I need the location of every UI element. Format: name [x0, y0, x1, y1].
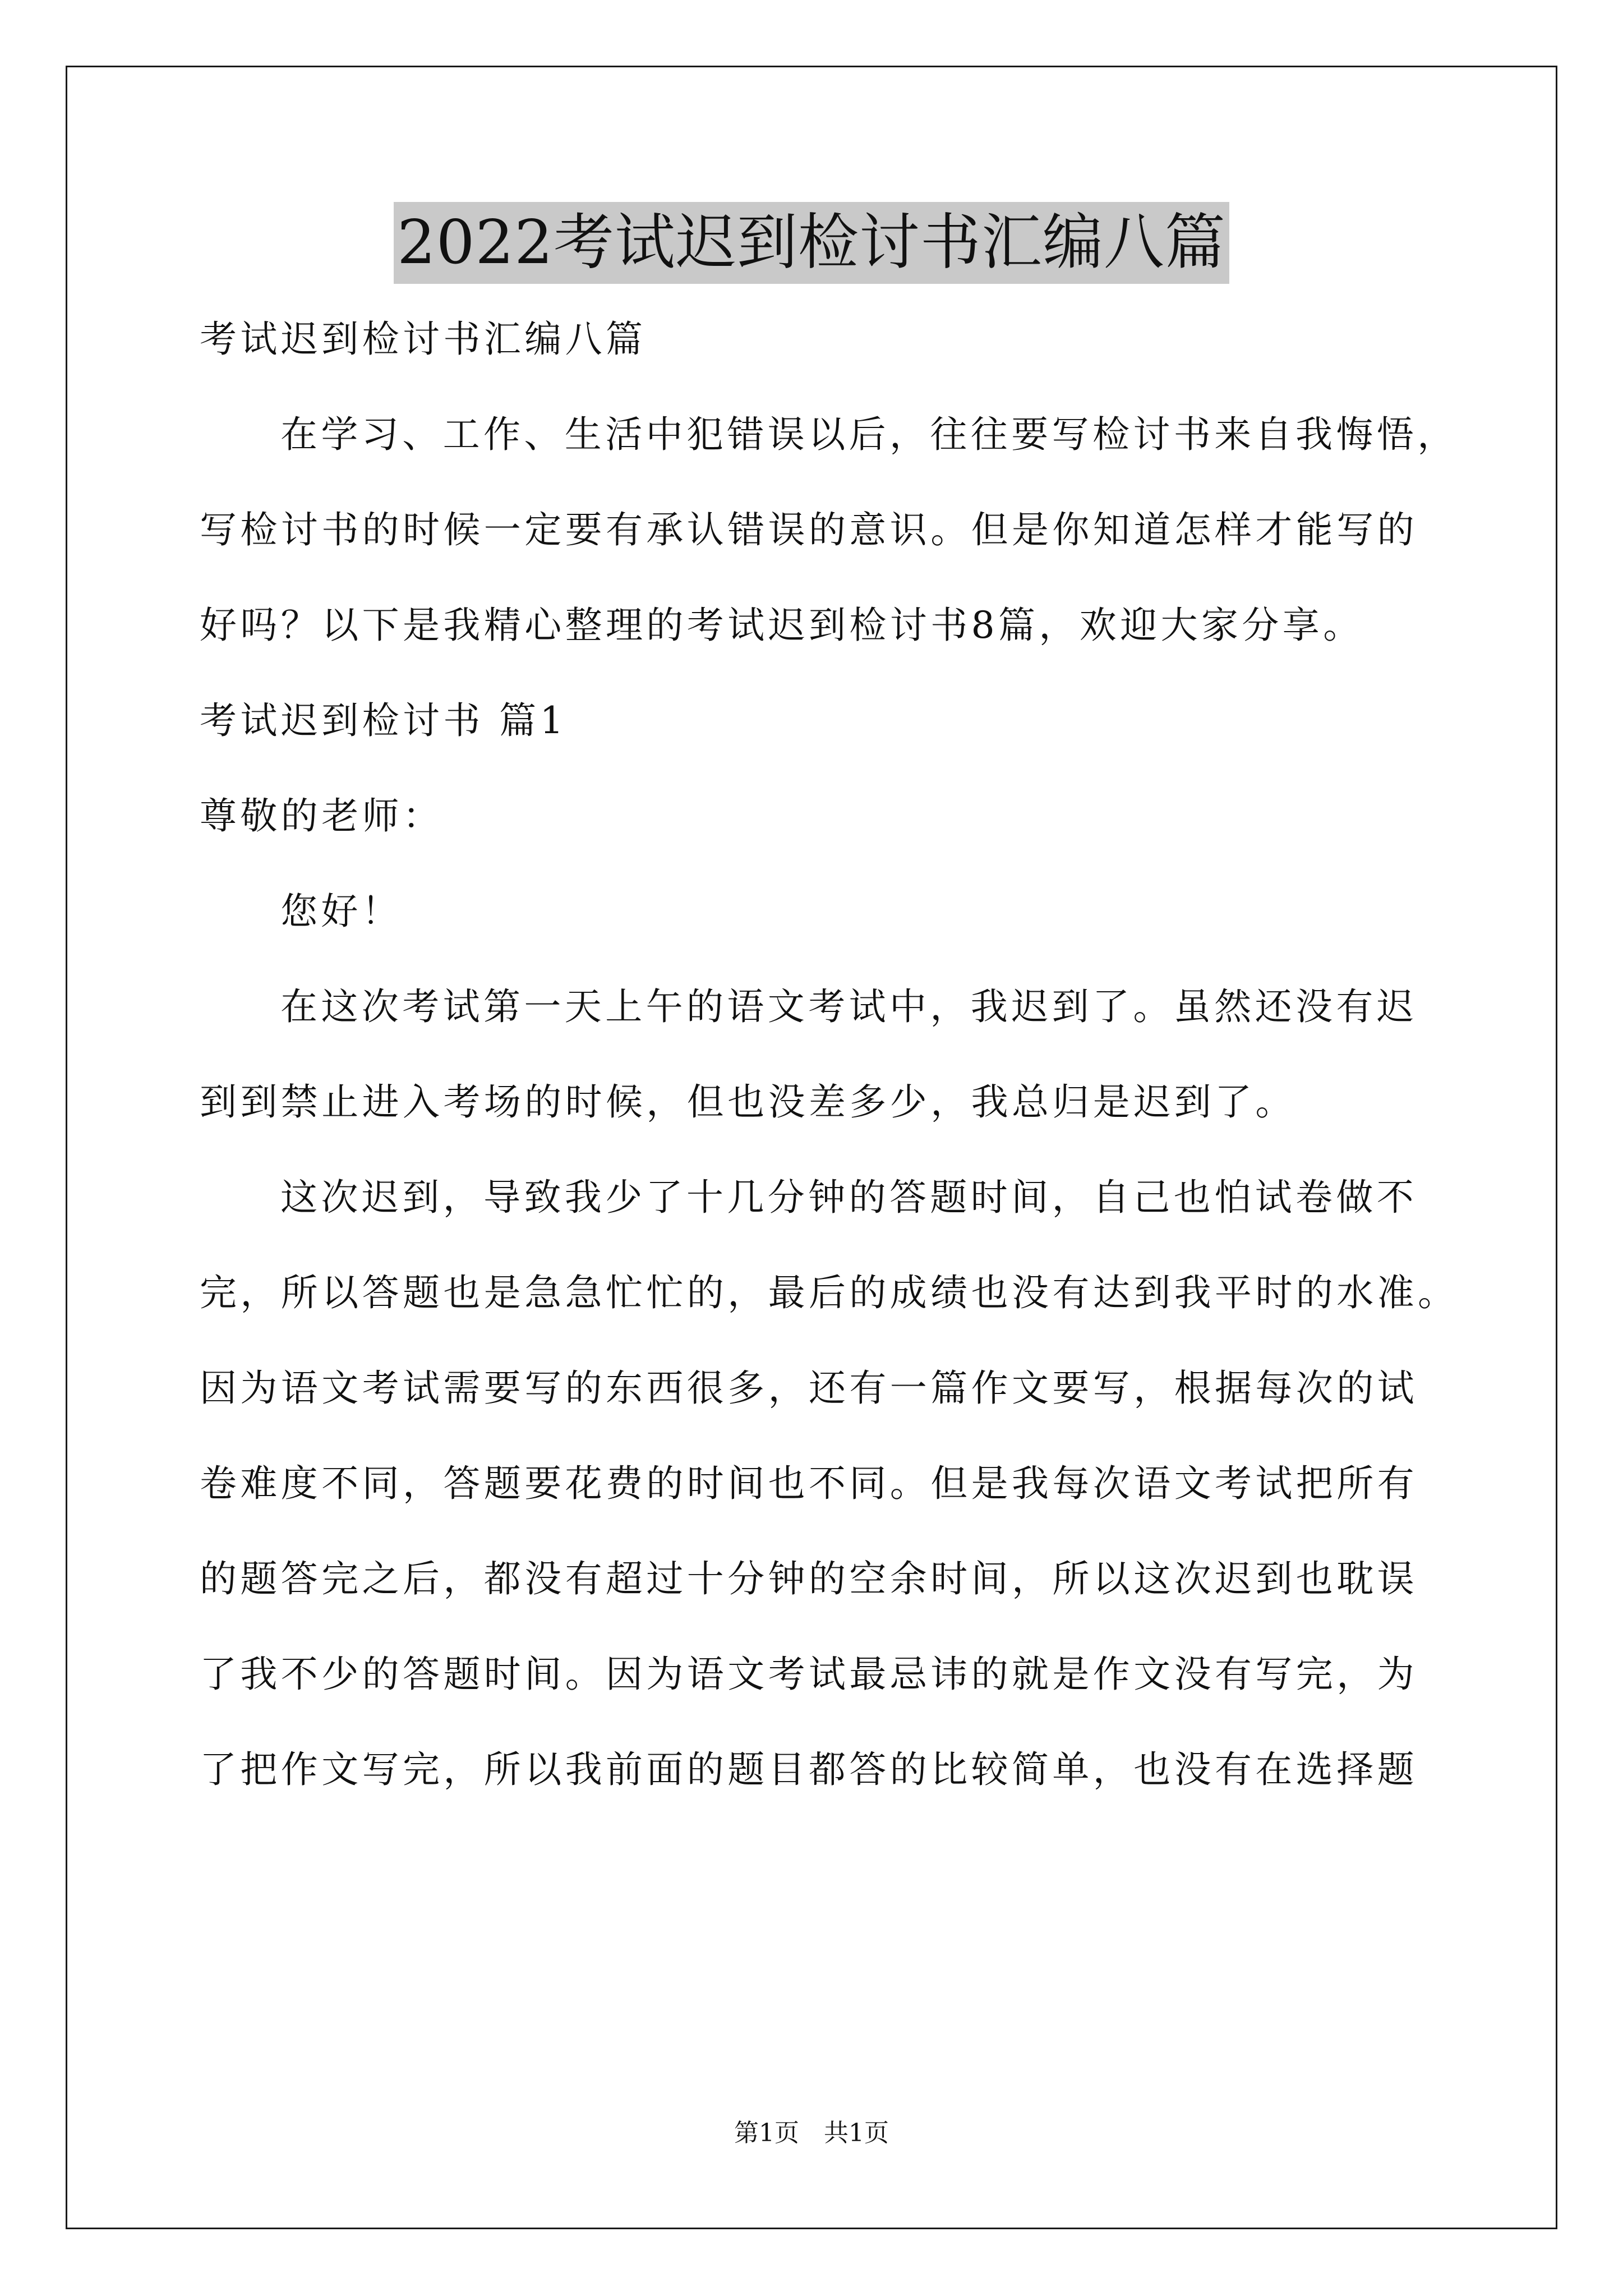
- body-line: 的题答完之后，都没有超过十分钟的空余时间，所以这次迟到也耽误: [200, 1557, 1418, 1600]
- subtitle-line: 考试迟到检讨书汇编八篇: [200, 318, 647, 361]
- greeting: 您好！: [280, 890, 403, 933]
- body-line: 了把作文写完，所以我前面的题目都答的比较简单，也没有在选择题: [200, 1748, 1418, 1791]
- body-line: 因为语文考试需要写的东西很多，还有一篇作文要写，根据每次的试: [200, 1366, 1418, 1410]
- body-line: 完，所以答题也是急急忙忙的，最后的成绩也没有达到我平时的水准。: [200, 1271, 1459, 1314]
- body-line: 好吗？以下是我精心整理的考试迟到检讨书8篇，欢迎大家分享。: [200, 604, 1364, 647]
- body-line: 写检讨书的时候一定要有承认错误的意识。但是你知道怎样才能写的: [200, 508, 1418, 551]
- page-footer: 第1页 共1页: [734, 2119, 889, 2147]
- body-line: 了我不少的答题时间。因为语文考试最忌讳的就是作文没有写完，为: [200, 1653, 1418, 1696]
- body-line: 在学习、工作、生活中犯错误以后，往往要写检讨书来自我悔悟，: [280, 413, 1458, 456]
- body-line: 在这次考试第一天上午的语文考试中，我迟到了。虽然还没有迟: [280, 985, 1418, 1028]
- body-line: 这次迟到，导致我少了十几分钟的答题时间，自己也怕试卷做不: [280, 1176, 1418, 1219]
- page-border: [66, 66, 1557, 2229]
- body-line: 卷难度不同，答题要花费的时间也不同。但是我每次语文考试把所有: [200, 1462, 1418, 1505]
- salutation: 尊敬的老师：: [200, 794, 444, 838]
- body-line: 到到禁止进入考场的时候，但也没差多少，我总归是迟到了。: [200, 1080, 1296, 1124]
- title-container: [0, 202, 1623, 284]
- document-title: 2022考试迟到检讨书汇编八篇: [394, 202, 1229, 284]
- section-heading: 考试迟到检讨书 篇1: [200, 699, 567, 742]
